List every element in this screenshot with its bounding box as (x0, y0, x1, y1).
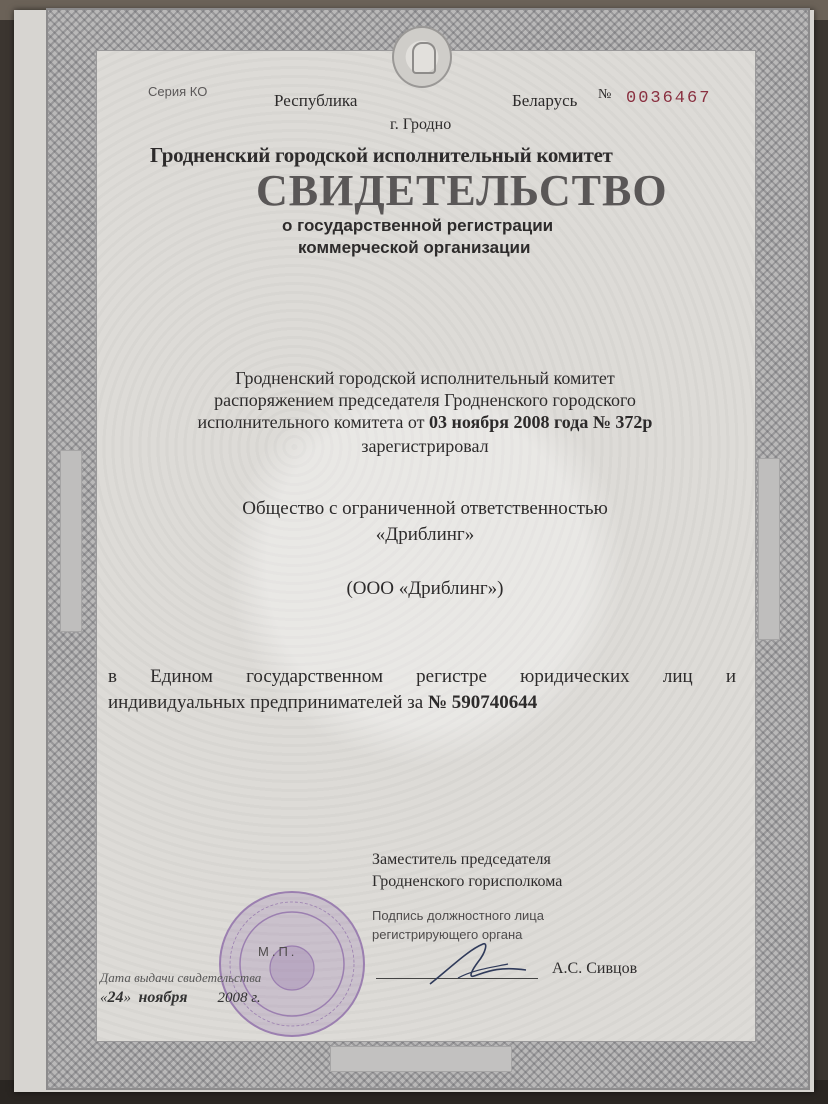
certificate-number: 0036467 (626, 89, 712, 108)
body-line-1: Гродненский городской исполнительный комитет (235, 368, 615, 388)
document-title: СВИДЕТЕЛЬСТВО (256, 166, 668, 215)
issuer-name: Гродненский городской исполнительный комитет (150, 143, 613, 167)
body-line-3-text: исполнительного комитета от (197, 412, 429, 432)
issue-date (100, 989, 261, 1007)
register-line-2-text: индивидуальных предпринимателей за (108, 692, 428, 713)
date-open-quote: « (100, 990, 108, 1006)
issue-date-label: Дата выдачи свидетельства (100, 970, 262, 985)
body-line-4: зарегистрировал (361, 436, 489, 456)
handwritten-signature (428, 940, 528, 990)
register-number: № 590740644 (427, 692, 538, 713)
company-name-line-1: Общество с ограниченной ответственностью (242, 498, 608, 519)
city: г. Гродно (390, 116, 452, 133)
signature-caption-2: регистрирующего органа (372, 927, 523, 942)
body-line-2: распоряжением председателя Гродненского городского (214, 390, 636, 410)
signatory-position-1: Заместитель председателя (372, 851, 551, 868)
subtitle-line-1: о государственной регистрации (282, 216, 554, 235)
number-sign: № (598, 87, 612, 102)
left-tab (60, 450, 82, 632)
bottom-tab (330, 1046, 512, 1072)
issue-year: 2008 г. (217, 990, 261, 1006)
issue-month: ноября (138, 989, 188, 1006)
state-emblem-icon (392, 26, 452, 88)
series-label: Серия КО (148, 84, 208, 99)
subtitle-line-2: коммерческой организации (298, 238, 531, 257)
date-close-quote: » (123, 990, 131, 1006)
issue-day: 24 (107, 989, 124, 1006)
country-word-1: Республика (274, 91, 358, 110)
country-word-2: Беларусь (512, 91, 578, 110)
signatory-position-2: Гродненского горисполкома (372, 873, 563, 890)
register-line-2 (108, 692, 537, 714)
seal-place-label: М.П. (258, 944, 298, 959)
order-date-number: 03 ноября 2008 года № 372р (429, 412, 653, 432)
company-name-line-2: «Дриблинг» (375, 524, 475, 545)
right-tab (758, 458, 780, 640)
register-line-1: в Едином государственном регистре юридических лиц и (108, 666, 736, 687)
body-line-3 (96, 412, 754, 433)
signature-caption-1: Подпись должностного лица (372, 908, 544, 923)
official-stamp (216, 888, 368, 1040)
signatory-name: А.С. Сивцов (552, 960, 638, 977)
company-short-name: (ООО «Дриблинг») (346, 578, 504, 599)
